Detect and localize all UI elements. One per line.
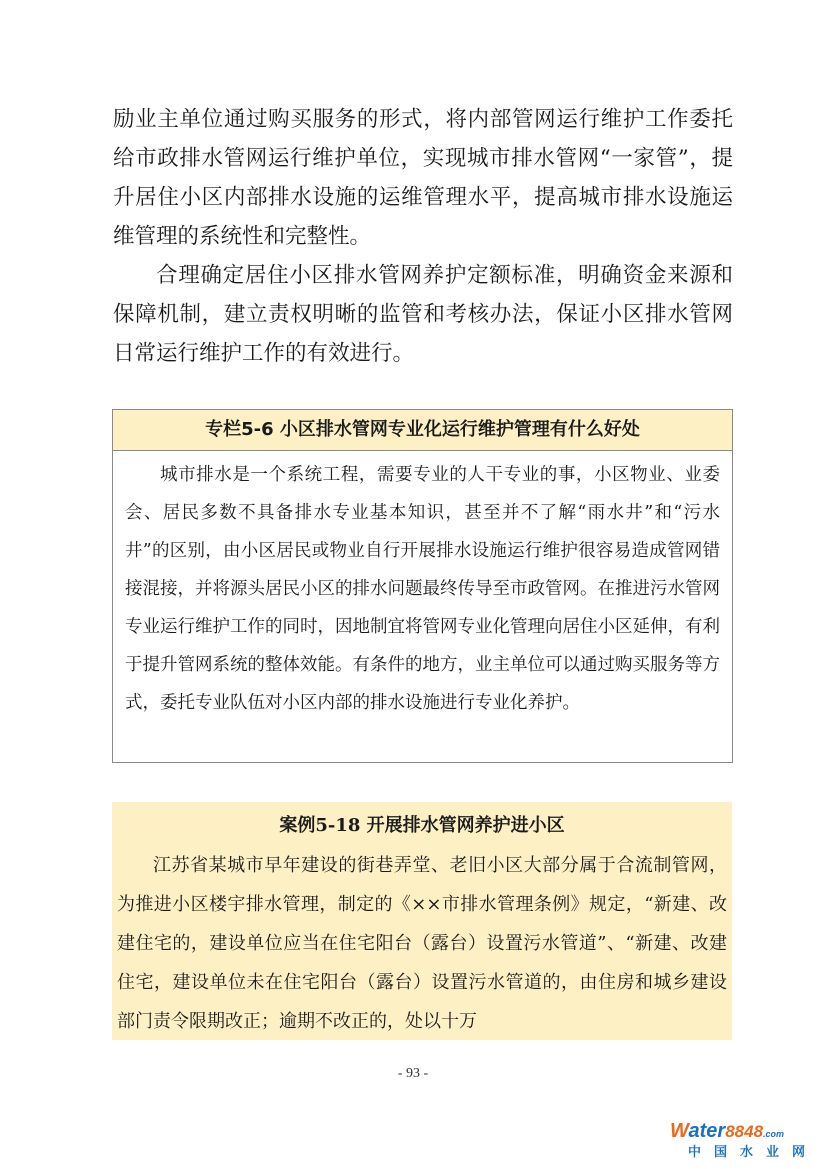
paragraph-2: 合理确定居住小区排水管网养护定额标准，明确资金来源和保障机制，建立责权明晰的监管和考核办法，保证小区排水管网日常运行维护工作的有效进行。 [113,263,733,366]
logo-ater: ater [688,1120,726,1142]
page-number: - 93 - [397,1066,429,1081]
logo-chinese: 中国水业网 [688,1145,819,1160]
logo-com: .com [763,1129,785,1139]
body-text [113,100,733,373]
paragraph-1: 励业主单位通过购买服务的形式，将内部管网运行维护工作委托给市政排水管网运行维护单位，实现城市排水管网“一家管”，提升居住小区内部排水设施的运维管理水平，提高城市排水设施运维管理的系统性和完整性。 [113,107,733,249]
logo-num: 8848 [725,1122,764,1141]
sidebar-box [112,409,733,763]
watermark-logo [670,1120,820,1165]
case-title: 案例5-18 开展排水管网养护进小区 [279,815,565,836]
case-box [112,802,732,1040]
box-body: 城市排水是一个系统工程，需要专业的人干专业的事，小区物业、业委会、居民多数不具备排水专业基本知识，甚至并不了解“雨水井”和“污水井”的区别，由小区居民或物业自行开展排水设施运行维护很容易造成管网错接混接，并将源头居民小区的排水问题最终传导至市政管网。在推进污水管网专业运行维护工作的同时，因地制宜将管网专业化管理向居住小区延伸，有利于提升管网系统的整体效能。有条件的地方，业主单位可以通过购买服务等方式，委托专业队伍对小区内部的排水设施进行专业化养护。 [125,465,720,713]
logo-w: W [670,1120,689,1142]
case-body: 江苏省某城市早年建设的街巷弄堂、老旧小区大部分属于合流制管网，为推进小区楼宇排水管理，制定的《××市排水管理条例》规定，“新建、改建住宅的，建设单位应当在住宅阳台（露台）设置污水管道”、“新建、改建住宅，建设单位未在住宅阳台（露台）设置污水管道的，由住房和城乡建设部门责令限期改正；逾期不改正的，处以十万 [117,855,727,1032]
logo-wordmark [670,1120,820,1143]
box-title: 专栏5-6 小区排水管网专业化运行维护管理有什么好处 [113,410,732,451]
